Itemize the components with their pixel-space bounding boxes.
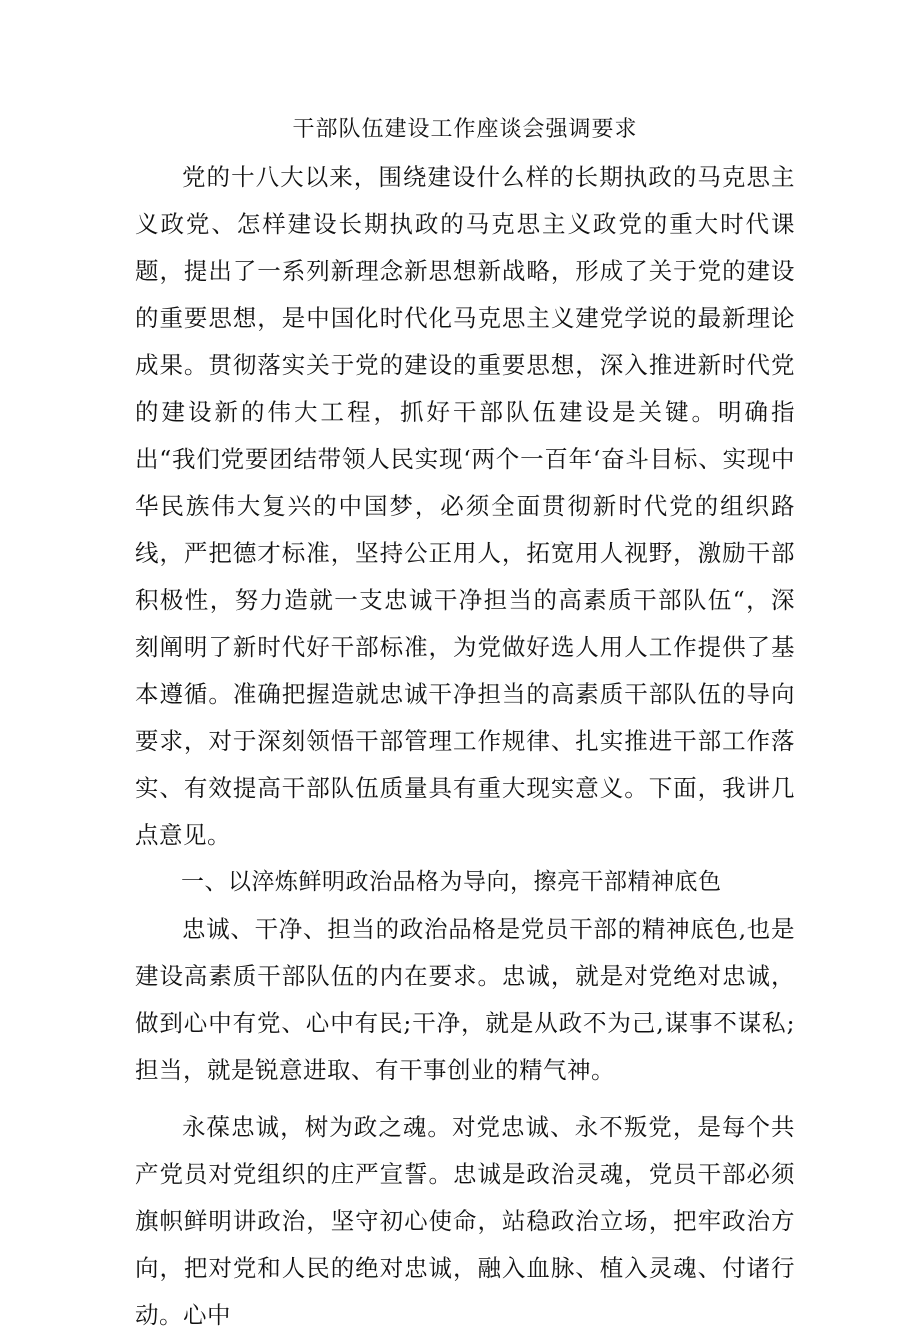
document-title: 干部队伍建设工作座谈会强调要求 <box>292 117 638 142</box>
intro-paragraph: 党的十八大以来，围绕建设什么样的长期执政的马克思主义政党、怎样建设长期执政的马克思主义政党的重大时代课题，提出了一系列新理念新思想新战略，形成了关于党的建设的重要思想，是中国化时代化马克思主义建党学说的最新理论成果。贯彻落实关于党的建设的重要思想，深入推进新时代党的建设新的伟大工程，抓好干部队伍建设是关键。明确指出“我们党要团结带领人民实现‘两个一百年‘奋斗目标、实现中华民族伟大复兴的中国梦，必须全面贯彻新时代党的组织路线，严把德才标准，坚持公正用人，拓宽用人视野，激励干部积极性，努力造就一支忠诚干净担当的高素质干部队伍“，深刻阐明了新时代好干部标准，为党做好选人用人工作提供了基本遵循。准确把握造就忠诚干净担当的高素质干部队伍的导向要求，对于深刻领悟干部管理工作规律、扎实推进干部工作落实、有效提高干部队伍质量具有重大现实意义。下面，我讲几点意见。 <box>135 163 795 849</box>
section-1-paragraph: 忠诚、干净、担当的政治品格是党员干部的精神底色,也是建设高素质干部队伍的内在要求。忠诚，就是对党绝对忠诚，做到心中有党、心中有民;干净，就是从政不为己,谋事不谋私;担当，就是锐意进取、有干事创业的精气神。 <box>135 915 795 1084</box>
section-heading-1: 一、以淬炼鲜明政治品格为导向，擦亮干部精神底色 <box>181 869 722 895</box>
loyalty-paragraph: 永葆忠诚，树为政之魂。对党忠诚、永不叛党，是每个共产党员对党组织的庄严宣誓。忠诚是政治灵魂，党员干部必须旗帜鲜明讲政治，坚守初心使命，站稳政治立场，把牢政治方向，把对党和人民的绝对忠诚，融入血脉、植入灵魂、付诸行动。心中 <box>135 1113 795 1329</box>
document-body <box>135 112 795 1339</box>
